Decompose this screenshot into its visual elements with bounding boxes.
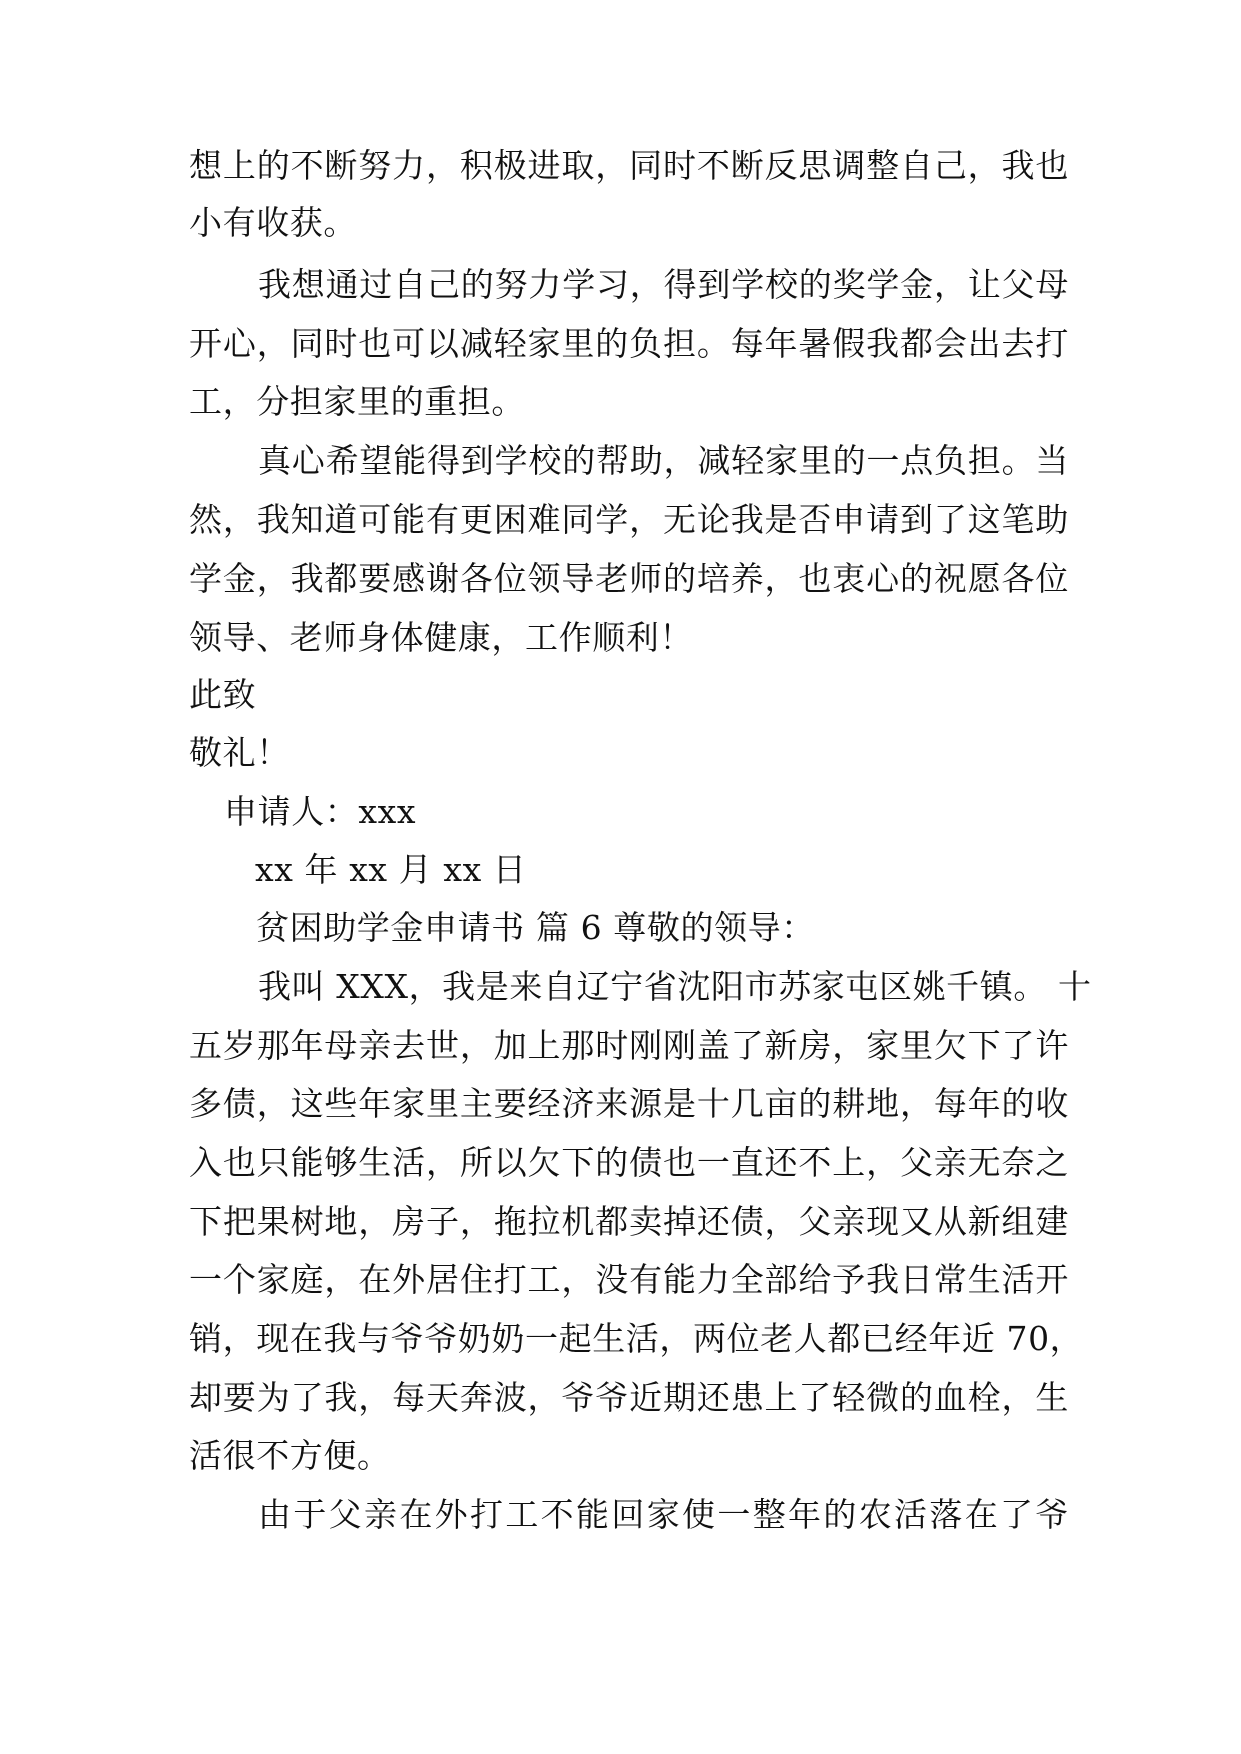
text-line: 却要为了我，每天奔波，爷爷近期还患上了轻微的血栓，生 <box>189 1378 1069 1417</box>
applicant-line: 申请人：xxx <box>224 792 417 831</box>
text-line: 工，分担家里的重担。 <box>189 382 525 421</box>
text-line: 领导、老师身体健康，工作顺利！ <box>189 618 693 657</box>
text-line: 活很不方便。 <box>189 1436 391 1475</box>
text-line: 学金，我都要感谢各位领导老师的培养，也衷心的祝愿各位 <box>189 559 1069 598</box>
paragraph-first-line: 真心希望能得到学校的帮助，减轻家里的一点负担。当 <box>258 441 1069 480</box>
text-line: 下把果树地，房子，拖拉机都卖掉还债，父亲现又从新组建 <box>189 1202 1069 1241</box>
paragraph-first-line: 我想通过自己的努力学习，得到学校的奖学金，让父母 <box>258 265 1069 304</box>
text-line: 开心，同时也可以减轻家里的负担。每年暑假我都会出去打 <box>189 324 1069 363</box>
text-line: 一个家庭，在外居住打工，没有能力全部给予我日常生活开 <box>189 1260 1069 1299</box>
text-line: 小有收获。 <box>189 203 357 242</box>
text-line: 五岁那年母亲去世，加上那时刚刚盖了新房，家里欠下了许 <box>189 1026 1069 1065</box>
salutation-line: 此致 <box>189 675 257 714</box>
text-line: 然，我知道可能有更困难同学，无论我是否申请到了这笔助 <box>189 500 1069 539</box>
text-line: 多债，这些年家里主要经济来源是十几亩的耕地，每年的收 <box>189 1084 1069 1123</box>
salutation-line: 敬礼！ <box>189 733 290 772</box>
text-line: 想上的不断努力，积极进取，同时不断反思调整自己，我也 <box>189 146 1069 185</box>
paragraph-first-line: 我叫 XXX，我是来自辽宁省沈阳市苏家屯区姚千镇。 十 <box>258 967 1092 1006</box>
paragraph-first-line: 由于父亲在外打工不能回家使一整年的农活落在了爷 <box>258 1495 1069 1534</box>
text-line: 销，现在我与爷爷奶奶一起生活，两位老人都已经年近 70， <box>189 1319 1084 1358</box>
section-heading: 贫困助学金申请书 篇 6 尊敬的领导： <box>256 908 815 947</box>
date-line: xx 年 xx 月 xx 日 <box>255 850 527 889</box>
text-line: 入也只能够生活，所以欠下的债也一直还不上，父亲无奈之 <box>189 1143 1069 1182</box>
